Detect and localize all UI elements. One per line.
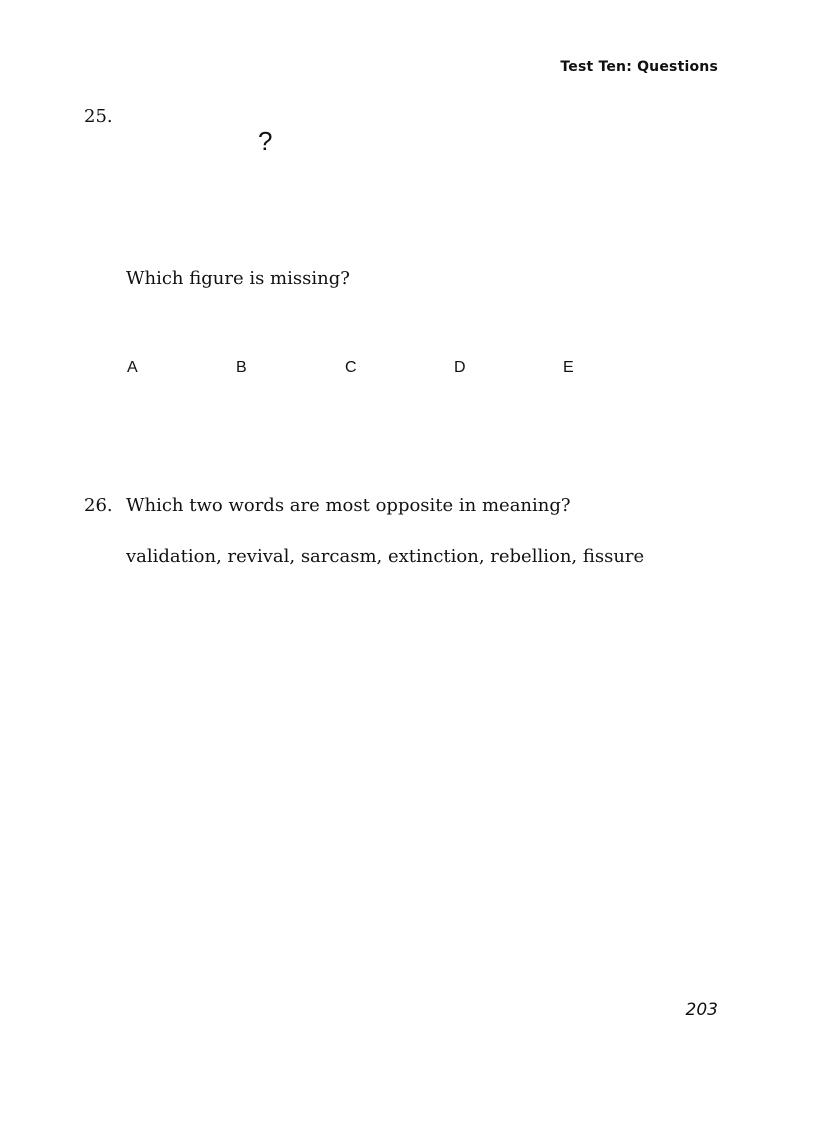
page-number: 203 xyxy=(685,1000,718,1020)
option-c-label: C xyxy=(345,359,357,376)
question-25-number: 25. xyxy=(84,106,113,127)
question-26-prompt: Which two words are most opposite in meaning? xyxy=(126,495,571,516)
question-26-word-list: validation, revival, sarcasm, extinction, rebellion, fissure xyxy=(126,546,645,567)
option-a-label: A xyxy=(127,359,138,376)
question-25-prompt: Which figure is missing? xyxy=(126,268,350,289)
question-26-number: 26. xyxy=(84,495,113,516)
option-d-label: D xyxy=(454,359,466,376)
option-e-label: E xyxy=(563,359,574,376)
option-b-label: B xyxy=(236,359,247,376)
missing-figure-marker: ? xyxy=(258,126,273,156)
running-header: Test Ten: Questions xyxy=(560,59,718,75)
